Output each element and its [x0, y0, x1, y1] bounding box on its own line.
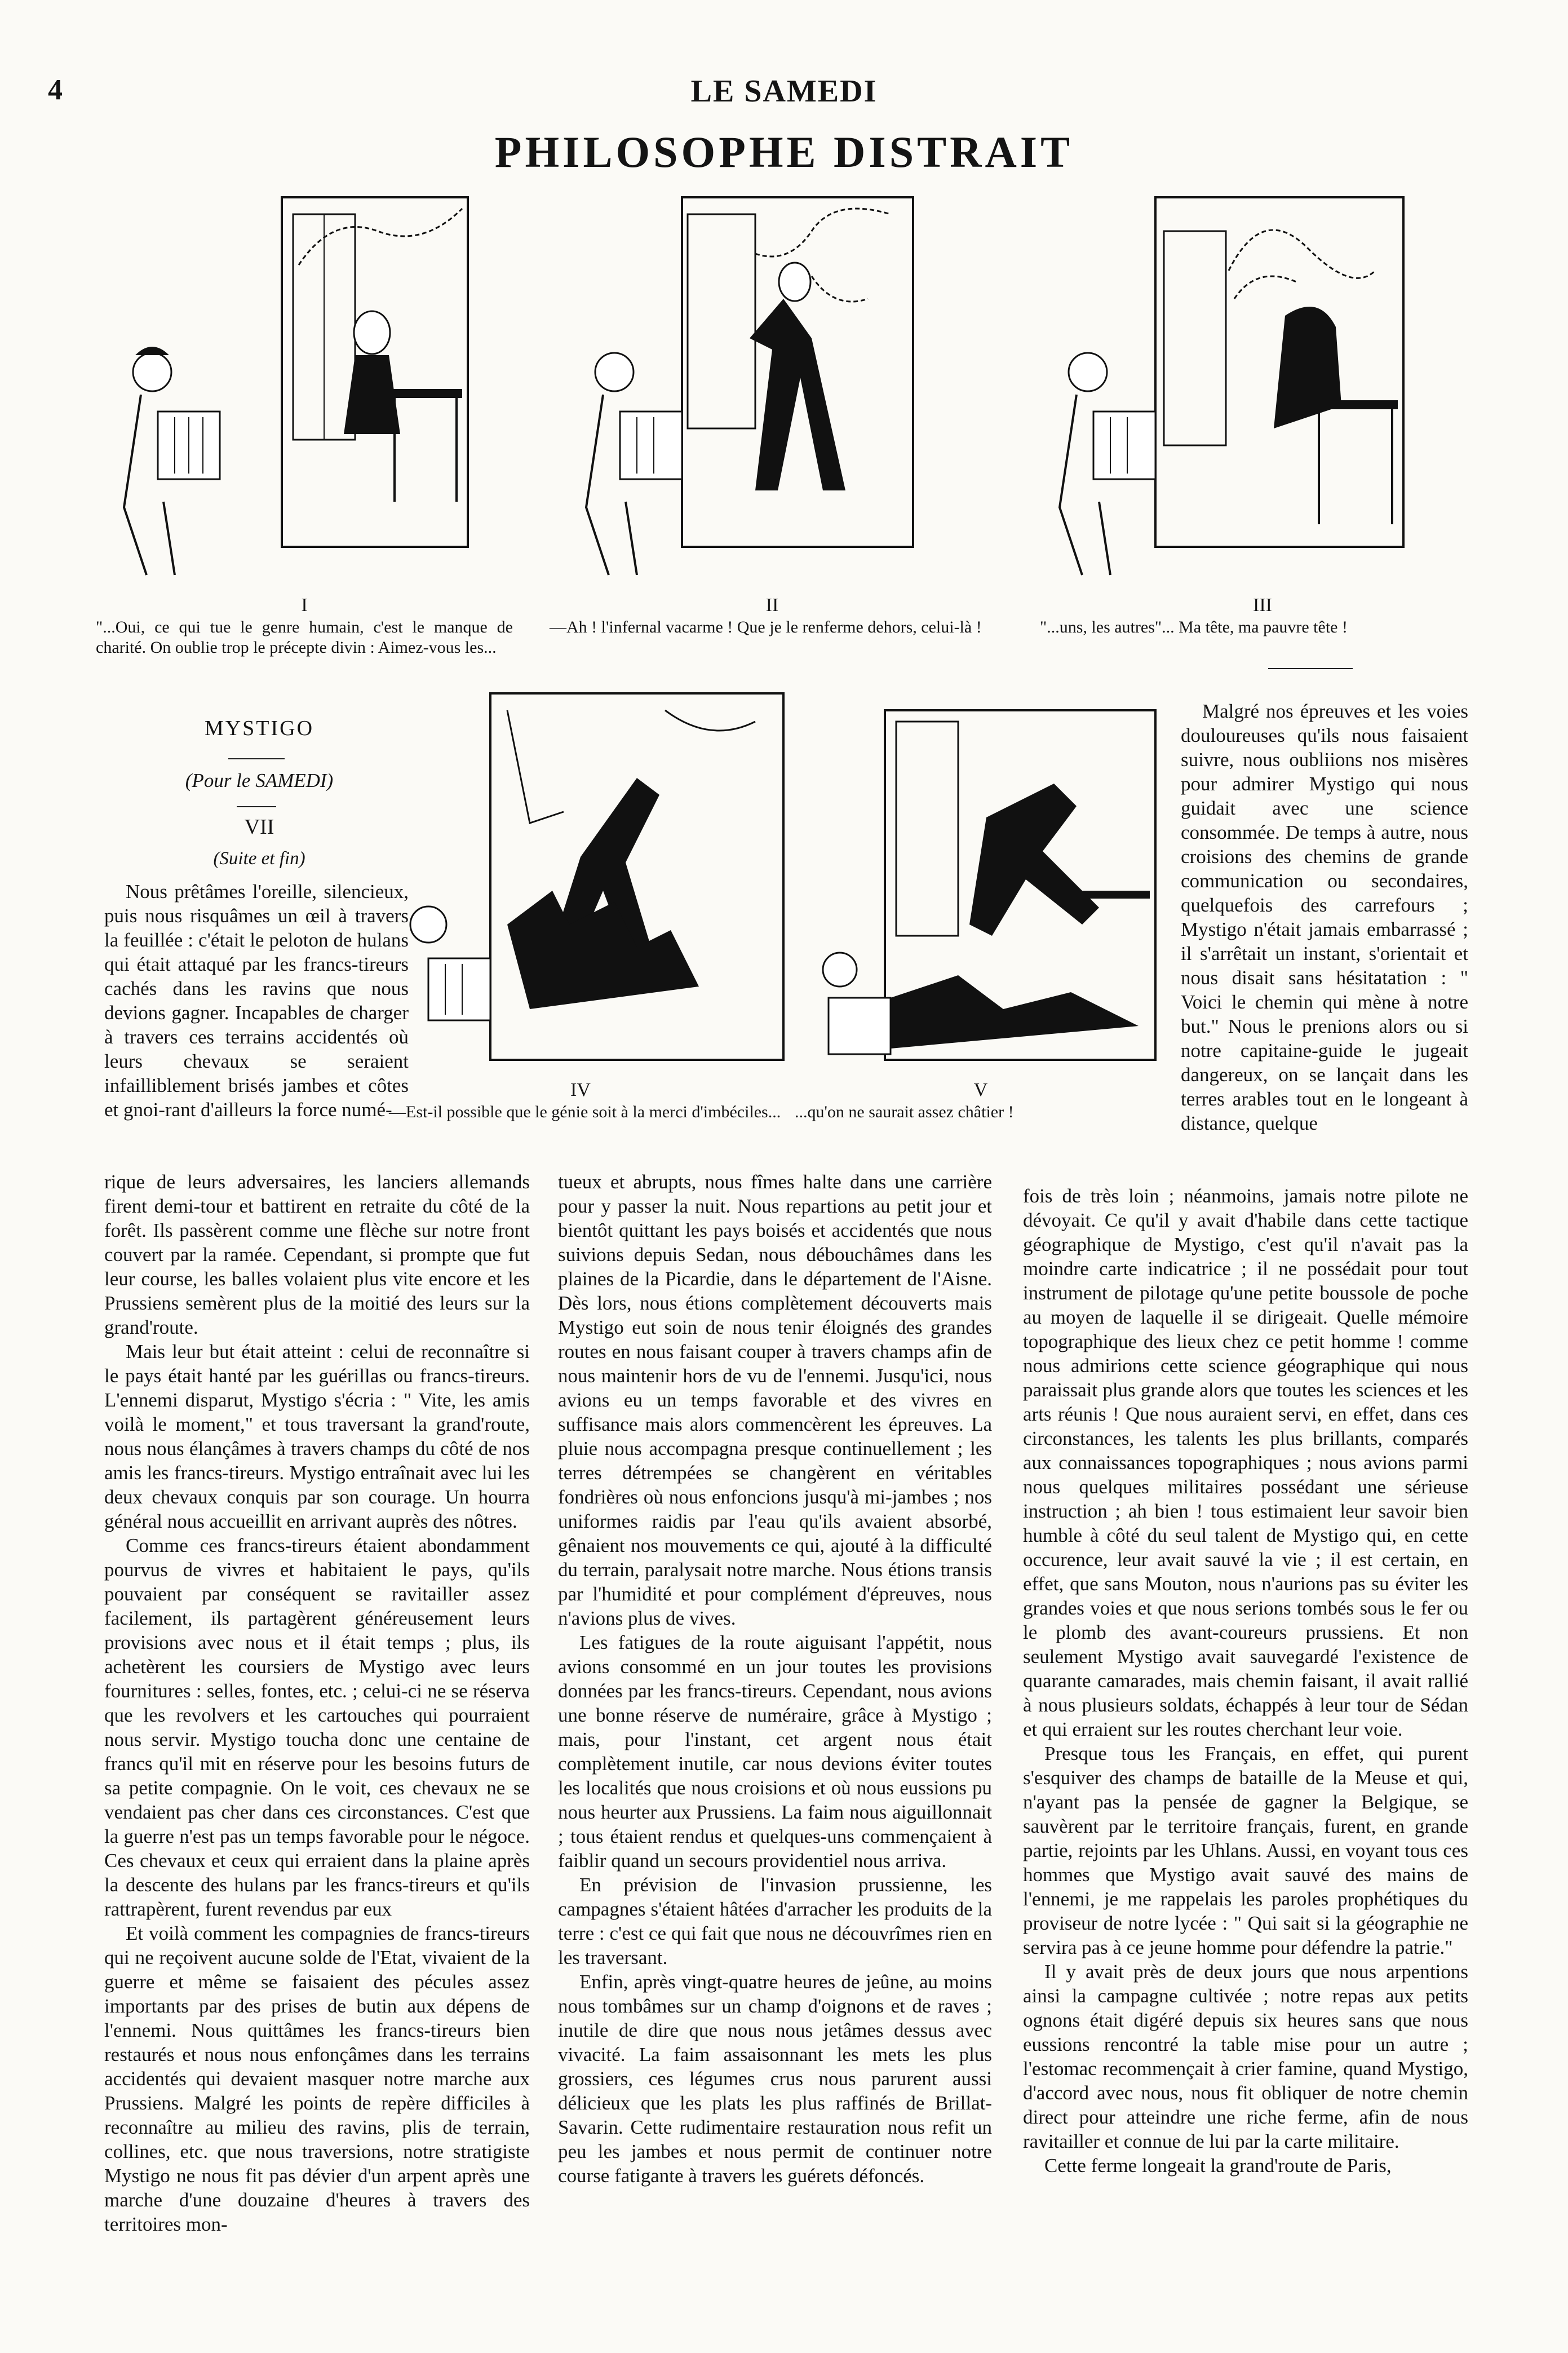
text-column-left — [104, 1170, 530, 2241]
panel-5-drawing — [806, 705, 1189, 1077]
paragraph: Cette ferme longeait la grand'route de Paris, — [1044, 2155, 1392, 2177]
panel-2-caption: —Ah ! l'infernal vacarme ! Que je le renferme dehors, celui-là ! — [550, 618, 982, 636]
panel-4-number: IV — [570, 1080, 591, 1100]
novel-title-rule — [228, 758, 285, 759]
cartoon-panel-3 — [1048, 186, 1432, 592]
panel-1-drawing — [113, 186, 496, 592]
cartoon-panel-2 — [575, 186, 947, 592]
novel-subtitle: (Pour le SAMEDI) — [185, 769, 334, 791]
panel-3-drawing — [1048, 186, 1432, 592]
panel-4-caption: —Est-il possible que le génie soit à la merci d'imbéciles... — [389, 1103, 781, 1121]
paragraph: Mais leur but était atteint : celui de reconnaître si le pays était hanté par les guérillas ou francs-tireurs. L'ennemi disparut, Mystigo s'écria : " Vite, les amis voilà le moment," et tous traversant la grand'route, nous nous élançâmes à travers champs du côté de nos amis les francs-tireurs. Mystigo entraînait avec lui les deux chevaux conquis par son courage. Un hourra général nous accueillit en arrivant auprès des nôtres. — [104, 1341, 530, 1532]
novel-chapter: VII — [244, 815, 274, 839]
paragraph: Il y avait près de deux jours que nous arpentions ainsi la campagne cultivée ; notre repas aux petits ognons était digéré depuis six heures sans que nous eussions rencontré la table mise pour un autre ; l'estomac recommençait à crier famine, quand Mystigo, d'accord avec nous, nous fit obliquer de notre chemin direct pour atteindre une riche ferme, afin de nous ravitailler et connue de lui par la carte militaire. — [1023, 1961, 1468, 2152]
text-column-left-narrow — [104, 879, 409, 1170]
novel-title: MYSTIGO — [204, 716, 315, 740]
panel-5-number: V — [973, 1080, 988, 1100]
panel-3-caption: "...uns, les autres"... Ma tête, ma pauvre tête ! — [1040, 618, 1348, 636]
paragraph: Nous prêtâmes l'oreille, silencieux, puis nous risquâmes un œil à travers la feuillée : c'était le peloton de hulans qui était attaqué par les francs-tireurs cachés dans les ravins que nous devions gagner. Incapables de charger à travers ces terrains accidentés où leurs chevaux se seraient infailliblement brisés jambes et côtes et gnoi-rant d'ailleurs la force numé- — [104, 881, 409, 1121]
panel-4-drawing — [395, 688, 823, 1082]
paragraph: tueux et abrupts, nous fîmes halte dans une carrière pour y passer la nuit. Nous repartions au petit jour et bientôt quittant les pays boisés et accidentés que nous suivions depuis Sedan, nous débouchâmes dans les plaines de la Picardie, dans le département de l'Aisne. Dès lors, nous étions complètement découverts mais Mystigo eut soin de nous tenir éloignés des grandes routes en nous faisant couper à travers champs afin de nous maintenir hors de vu de l'ennemi. Jusqu'ici, nous avions eu un temps favorable et des vivres en suffisance mais alors commencèrent les épreuves. La pluie nous accompagna presque continuellement ; les terres détrempées se changèrent en véritables fondrières où nous enfoncions jusqu'à mi-jambes ; nos uniformes raidis par l'eau qu'ils avaient absorbé, gênaient nos mouvements ce qui, ajouté à la difficulté du terrain, paralysait notre marche. Nous étions transis par l'humidité et pour complément d'épreuves, nous n'avions plus de vives. — [558, 1171, 992, 1629]
paragraph: Malgré nos épreuves et les voies douloureuses qu'ils nous faisaient suivre, nous oubliions nos misères pour admirer Mystigo qui nous guidait avec une science consommée. De temps à autre, nous croisions des chemins de grande communication ou secondaires, quelquefois des carrefours ; Mystigo n'était jamais embarrassé ; il s'arrêtait un instant, s'orientait et nous disait sans hésitatation : " Voici le chemin qui mène à notre but." Nous le prenions alors ou si notre capitaine-guide le jugeait dangereux, on se lançait dans les terres arables tout en le longeant à distance, quelque — [1181, 700, 1468, 1134]
cartoon-panel-5 — [806, 705, 1189, 1077]
novel-suite: (Suite et fin) — [213, 848, 305, 869]
paragraph: Enfin, après vingt-quatre heures de jeûne, au moins nous tombâmes sur un champ d'oignons et de raves ; inutile de dire que nous nous jetâmes dessus avec vivacité. La faim assaisonnant les mets les plus grossiers, ces légumes crus nous parurent aussi délicieux que les plats les plus raffinés de Brillat-Savarin. Cette rudimentaire restauration nous refit un peu les jambes et nous permit de continuer notre course fatigante à travers les guérets défoncés. — [558, 1971, 992, 2187]
panel-2-number: II — [765, 595, 779, 616]
divider — [1268, 668, 1353, 669]
panel-3-number: III — [1253, 595, 1272, 616]
text-column-middle — [558, 1170, 992, 2241]
cartoon-panel-4 — [395, 688, 823, 1082]
text-column-right — [1023, 1184, 1468, 2255]
paragraph: Comme ces francs-tireurs étaient abondamment pourvus de vivres et habitaient le pays, qu'ils pouvaient par conséquent se ravitailler assez facilement, ils partagèrent généreusement leurs provisions avec nous et il était temps ; plus, ils achetèrent les coursiers de Mystigo avec leurs fournitures : selles, fontes, etc. ; celui-ci ne se réserva que les revolvers et les cartouches qui pourraient nous servir. Mystigo toucha donc une centaine de francs qu'il mit en réserve pour les besoins futurs de sa petite compagnie. On le voit, ces chevaux ne se vendaient pas cher dans ces circonstances. C'est que la guerre n'est pas un temps favorable pour le négoce. Ces chevaux et ceux qui erraient dans la plaine après la descente des hulans par les francs-tireurs et qu'ils rattrapèrent, furent revendus par eux — [104, 1534, 530, 1920]
panel-1-number: I — [301, 595, 308, 616]
paragraph: Et voilà comment les compagnies de francs-tireurs qui ne reçoivent aucune solde de l'Etat, vivaient de la guerre et même se faisaient des pécules assez importants par des prises de butin aux dépens de l'ennemi. Nous quittâmes les francs-tireurs bien restaurés et nous nous enfonçâmes dans les terrains accidentés qui devaient masquer notre marche aux Prussiens. Malgré les points de repère difficiles à reconnaître au milieu des ravins, plis de terrain, collines, etc. que nous traversions, notre stratigiste Mystigo ne nous fit pas dévier d'un arpent après une marche d'une douzaine d'heures à travers des territoires mon- — [104, 1922, 530, 2235]
journal-masthead: LE SAMEDI — [690, 74, 878, 109]
panel-5-caption: ...qu'on ne saurait assez châtier ! — [795, 1103, 1014, 1121]
panel-1-caption: "...Oui, ce qui tue le genre humain, c'est le manque de charité. On oublie trop le précepte divin : Aimez-vous les... — [96, 618, 513, 657]
page-number: 4 — [48, 74, 63, 106]
cartoon-title: PHILOSOPHE DISTRAIT — [494, 127, 1074, 176]
cartoon-panel-1 — [113, 186, 496, 592]
novel-subtitle-rule — [237, 806, 276, 807]
paragraph: fois de très loin ; néanmoins, jamais notre pilote ne dévoyait. Ce qu'il y avait d'habile dans cette tactique géographique de Mystigo, c'est qu'il n'avait pas la moindre carte indicatrice ; il ne possédait pour tout instrument de pilotage qu'une petite boussole de poche au moyen de laquelle il se dirigeait. Quelle mémoire topographique des lieux chez ce petit homme ! comme nous admirions cette science géographique qui nous paraissait plus grande alors que toutes les sciences et les arts réunis ! Que nous auraient servi, en effet, dans ces circonstances, les talents les plus brillants, comparés aux connaissances topographiques ; nous avions parmi nous quelques militaires possédant une sérieuse instruction ; ah bien ! tous estimaient leur savoir bien humble à côté du seul talent de Mystigo qui, en cette occurence, leur avait sauvé la vie ; il est certain, en effet, que sans Mouton, nous n'aurions pas su éviter les grandes voies et que nous serions tombés sous le fer ou le plomb des avant-coureurs prussiens. Et non seulement Mystigo avait sauvegardé l'existence de quarante camarades, mais chemin faisant, il avait rallié à nous plusieurs soldats, échappés à leur tour de Sédan et qui erraient sur les routes cherchant leur voie. — [1023, 1185, 1468, 1740]
paragraph: En prévision de l'invasion prussienne, les campagnes s'étaient hâtées d'arracher les produits de la terre : c'est ce qui fait que nous ne découvrîmes rien en les traversant. — [558, 1874, 992, 1969]
text-column-right-narrow — [1181, 699, 1468, 1184]
paragraph: rique de leurs adversaires, les lanciers allemands firent demi-tour et battirent en retraite du côté de la forêt. Ils passèrent comme une flèche sur notre front couvert par la ramée. Cependant, si prompte que fut leur course, les balles volaient plus vite encore et les Prussiens semèrent plus de la moitié des leurs sur la grand'route. — [104, 1171, 530, 1338]
panel-2-drawing — [575, 186, 947, 592]
paragraph: Les fatigues de la route aiguisant l'appétit, nous avions consommé en un jour toutes les provisions données par les francs-tireurs. Cependant, nous avions une bonne réserve de numéraire, grâce à Mystigo ; mais, pour l'instant, cet argent nous était complètement inutile, car nous devions éviter toutes les localités que nous croisions et où nous eussions pu nous heurter aux Prussiens. La faim nous aiguillonnait ; tous étaient rendus et quelques-uns commençaient à faiblir quand un secours providentiel nous arriva. — [558, 1631, 992, 1872]
paragraph: Presque tous les Français, en effet, qui purent s'esquiver des champs de bataille de la Meuse et qui, n'ayant pas la pensée de gagner la Belgique, se sauvèrent par le territoire français, furent, en grande partie, rejoints par les Uhlans. Aussi, en voyant tous ces hommes que Mystigo avait sauvé des mains de l'ennemi, je me rappelais les paroles prophétiques du proviseur de notre lycée : " Qui sait si la géographie ne servira pas à ce jeune homme pour défendre la patrie." — [1023, 1742, 1468, 1958]
